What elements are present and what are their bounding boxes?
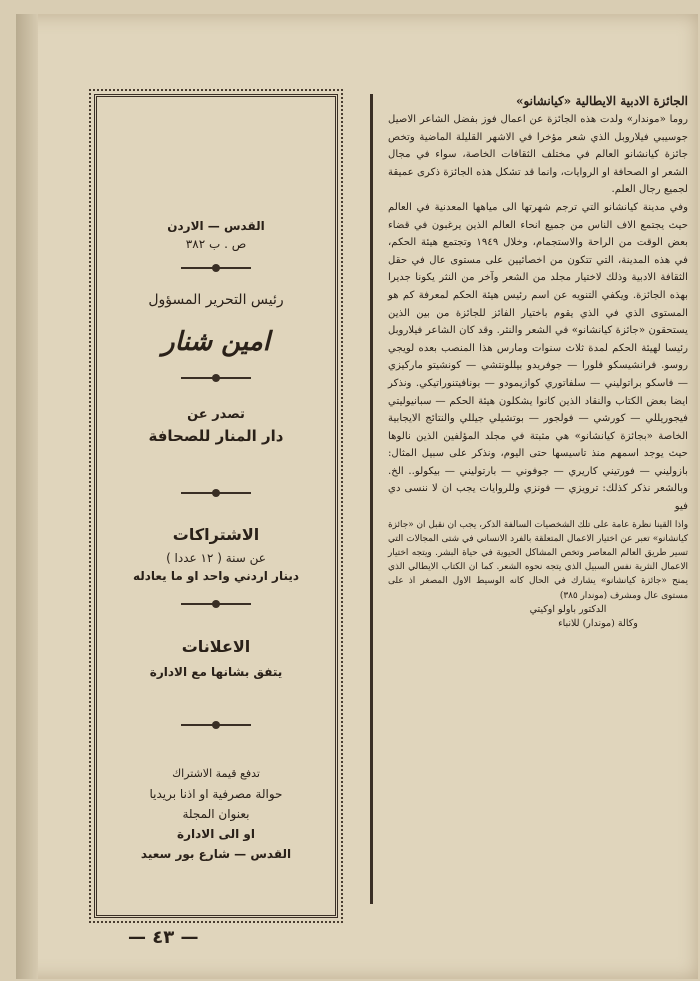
- separator-dot-4: [181, 603, 251, 605]
- ads-title: الاعلانات: [181, 637, 251, 656]
- magazine-page: [16, 14, 698, 979]
- editor-signature: امين شنار: [162, 327, 270, 357]
- ads-text: يتفق بشانها مع الادارة: [149, 665, 283, 679]
- page-binding-edge: [16, 14, 38, 979]
- payment-line-1: تدفع قيمة الاشتراك: [172, 767, 260, 780]
- pobox-text: ص . ب ٣٨٢: [185, 237, 247, 251]
- subscriptions-period: عن سنة ( ١٢ عددا ): [166, 551, 266, 565]
- editor-label: رئيس التحرير المسؤول: [148, 292, 284, 308]
- article-agency: وكالة (موندار) للانباء: [558, 617, 638, 629]
- location-text: القدس — الاردن: [167, 219, 265, 233]
- payment-line-5: القدس — شارع بور سعيد: [140, 847, 292, 861]
- masthead-box: [94, 94, 338, 918]
- page-number: — ٤٣ —: [128, 927, 199, 948]
- article-paragraph-2: وفي مدينة كيانشانو التي ترجم شهرتها الى مياهها المعدنية في العالم حيث يجتمع الاف الناس من جميع انحاء العالم الذين يرغبون في قضاء بعض الوقت من الراحة والاستجمام، وخلال ١٩٤٩ وتجتمع هيئة الحكم، في هذه المدينة، التي تتكون من اخصائيين على مستوى عال في حقل الثقافة الادبية وذلك لاختيار مجلد من الشعر وآخر من النثر يكونا جديرا بهذه الجائزة. ويكفي التنويه عن اسم رئيس هيئة الحكم لمعرفة كم هو المستوى الذي في الذي يقوم باختيار الفائز للجائزة من بين الذين يستحقون «جائزة كيانشانو» في الشعر والنثر. وقد كان الشاعر فيلاروبل رئيسا لهيئة الحكم لمدة ثلاث سنوات ومارس هذا المنصب بعده لويجي روسو. فرانشيسكو فلورا — جوفريدو بيللونتشي — كونشيتو ماركيزي — فاسكو براتوليني — سلفاتوري كوازيمودو — بونافيتنوراتيكي. ونذكر ايضا بعض الكتاب والنقاد الذين كانوا يشكلون هيئة الحكم — سبانيوليتي فيجوريللي — كورشي — فولجور — بوتشيلي جيللي والنتائج الايجابية الخاصة «بجائزة كيانشانو» هي مثبتة في مجلد المؤلفين الذين نالوها حيث يوجد اسمهم منذ تاسيسها حتى اليوم، ونذكر على سبيل المثال: بازوليني — فورتيني كاريري — جوفوني — بارتوليني — بيكولو.. الخ. وبالشعر نذكر كذلك: ترويزي — فونزي وللروايات يجب ان لا ننسى دي فيو: [388, 201, 688, 513]
- subscriptions-price: دينار اردني واحد او ما يعادله: [132, 569, 300, 583]
- separator-dot-2: [181, 377, 251, 379]
- article-paragraph-3: واذا القينا نظرة عامة على تلك الشخصيات السالفة الذكر، يجب ان نقبل ان «جائزة كيانشانو» تعبر عن اختيار الاعمال المتعلقة بالفرد الانساني في شتى المجالات التي تسير طريق العالم المعاصر وتخص المشاكل الحيوية في حياة البشر. ويتجه اختيار الاعمال النثرية نفس السبيل الذي يتجه نحوه الشعر. كما ان الكتاب الايطالي الذي يمنح «جائزة كيانشانو» يشارك في الحال كانه الوسيط الاول المصغر اذ على مستوى عال ومشرف (موندار ٣٨٥): [388, 519, 688, 601]
- article-paragraph-1: روما «موندار» ولدت هذه الجائزة عن اعمال فوز بفضل الشاعر الاصيل جوسيبي فيلاروبل الذي شعر مؤخرا في الاشهر القليلة الماضية وتخص جائزة كيانشانو العالم في مختلف الثقافات الخاصة، سواء في مجال الشعر او الصحافة او الروايات، وانما قد تشكل هذه الجائزة ذكرى عميقة لجميع رجال العلم.: [388, 114, 688, 196]
- published-label: تصدر عن: [187, 407, 245, 422]
- payment-line-2: حوالة مصرفية او اذنا بريديا: [149, 787, 283, 801]
- separator-dot-3: [181, 492, 251, 494]
- article-title: الجائزة الادبية الايطالية «كيانشانو»: [515, 94, 688, 108]
- article-author: الدكتور باولو اوكيتي: [529, 603, 607, 615]
- subscriptions-title: الاشتراكات: [172, 525, 260, 544]
- publisher-name: دار المنار للصحافة: [148, 427, 284, 445]
- separator-dot-1: [181, 267, 251, 269]
- payment-line-3: بعنوان المجلة: [182, 807, 250, 821]
- payment-line-4: او الى الادارة: [177, 827, 255, 841]
- separator-dot-5: [181, 724, 251, 726]
- article-column: [388, 94, 688, 934]
- column-divider: [370, 94, 373, 904]
